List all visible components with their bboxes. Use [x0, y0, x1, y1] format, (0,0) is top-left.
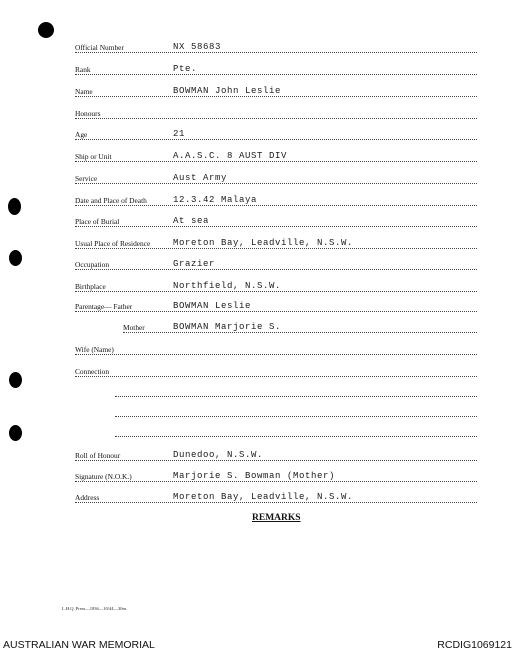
parentage-father-row [75, 299, 477, 313]
service-label: Service [75, 174, 98, 183]
parentage-father-value: BOWMAN Leslie [173, 301, 252, 311]
parentage-mother-value: BOWMAN Marjorie S. [173, 322, 282, 332]
occupation-row [75, 257, 477, 271]
age-value: 21 [173, 129, 186, 139]
wife-row [75, 342, 477, 356]
date-place-death-label: Date and Place of Death [75, 196, 147, 205]
address-value: Moreton Bay, Leadville, N.S.W. [173, 492, 354, 502]
name-value: BOWMAN John Leslie [173, 86, 282, 96]
birthplace-value: Northfield, N.S.W. [173, 281, 282, 291]
age-row [75, 127, 477, 141]
date-place-death-value: 12.3.42 Malaya [173, 195, 258, 205]
date-place-death-row [75, 193, 477, 207]
name-row [75, 84, 477, 98]
usual-residence-row [75, 236, 477, 250]
parentage-mother-label: Mother [123, 323, 145, 332]
age-label: Age [75, 130, 88, 139]
rank-value: Pte. [173, 64, 198, 74]
service-value: Aust Army [173, 173, 228, 183]
rank-row [75, 62, 477, 76]
signature-value: Marjorie S. Bowman (Mother) [173, 471, 336, 481]
remarks-heading: REMARKS [252, 513, 301, 523]
place-burial-value: At sea [173, 216, 210, 226]
place-burial-row [75, 214, 477, 228]
ship-unit-row [75, 149, 477, 163]
punch-hole [9, 250, 22, 266]
printer-note: L.H.Q. Press—1836—10/44—30m. [62, 606, 128, 611]
address-row [75, 490, 477, 504]
official-number-label: Official Number [75, 43, 124, 52]
parentage-father-label: Parentage— Father [75, 302, 133, 311]
official-number-row [75, 40, 477, 54]
official-number-value: NX 58683 [173, 42, 222, 52]
signature-label: Signature (N.O.K.) [75, 472, 132, 481]
roll-of-honour-row [75, 448, 477, 462]
occupation-value: Grazier [173, 259, 216, 269]
address-label: Address [75, 493, 100, 502]
footer-right: RCDIG1069121 [437, 639, 512, 651]
usual-residence-value: Moreton Bay, Leadville, N.S.W. [173, 238, 354, 248]
honours-label: Honours [75, 109, 101, 118]
roll-of-honour-value: Dunedoo, N.S.W. [173, 450, 264, 460]
ship-unit-value: A.A.S.C. 8 AUST DIV [173, 151, 288, 161]
wife-label: Wife (Name) [75, 345, 114, 354]
parentage-mother-row [75, 320, 477, 334]
name-label: Name [75, 87, 93, 96]
connection-line [115, 416, 477, 417]
honours-row [75, 106, 477, 120]
ship-unit-label: Ship or Unit [75, 152, 112, 161]
punch-hole [9, 372, 22, 388]
footer-left: AUSTRALIAN WAR MEMORIAL [3, 639, 155, 651]
punch-hole [9, 425, 22, 441]
connection-line [115, 436, 477, 437]
birthplace-label: Birthplace [75, 282, 106, 291]
connection-line [115, 396, 477, 397]
signature-row [75, 469, 477, 483]
rank-label: Rank [75, 65, 91, 74]
connection-label: Connection [75, 367, 110, 376]
punch-hole [8, 198, 21, 215]
place-burial-label: Place of Burial [75, 217, 120, 226]
roll-of-honour-label: Roll of Honour [75, 451, 121, 460]
punch-hole [38, 22, 54, 38]
service-row [75, 171, 477, 185]
birthplace-row [75, 279, 477, 293]
connection-row [75, 364, 477, 378]
occupation-label: Occupation [75, 260, 110, 269]
usual-residence-label: Usual Place of Residence [75, 239, 151, 248]
